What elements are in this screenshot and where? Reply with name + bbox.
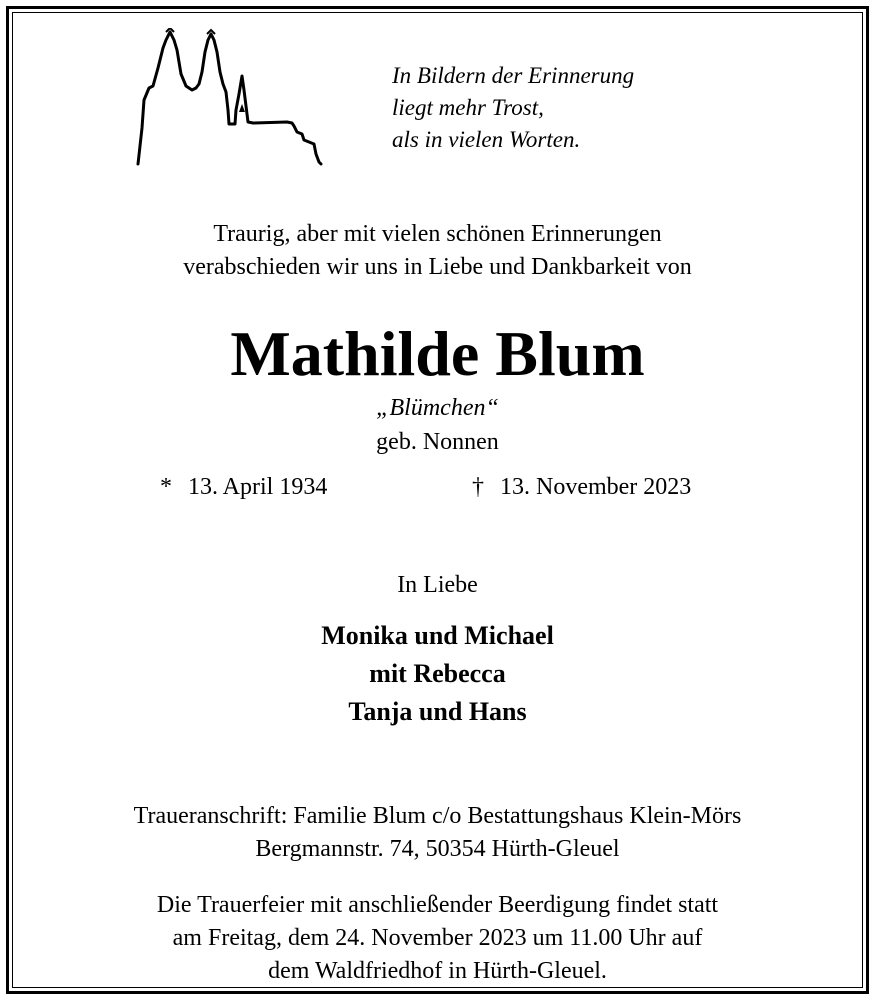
- intro-line: Traurig, aber mit vielen schönen Erinnerungen: [213, 221, 662, 247]
- address-line: Traueranschrift: Familie Blum c/o Bestattungshaus Klein-Mörs: [133, 803, 742, 829]
- death-date: 13. November 2023: [500, 474, 692, 500]
- death-date-row: [472, 472, 691, 502]
- cologne-cathedral-skyline-icon: [132, 28, 332, 168]
- death-cross-icon: †: [472, 474, 484, 500]
- born-name: geb. Nonnen: [376, 429, 499, 455]
- mourner-line: Monika und Michael: [321, 621, 554, 650]
- birth-date: 13. April 1934: [188, 474, 328, 500]
- intro-text: [0, 218, 875, 284]
- quote-line: In Bildern der Erinnerung: [392, 63, 635, 88]
- ceremony-line: dem Waldfriedhof in Hürth-Gleuel.: [268, 958, 607, 984]
- quote-line: liegt mehr Trost,: [392, 95, 544, 120]
- quote: [392, 60, 634, 156]
- address-line: Bergmannstr. 74, 50354 Hürth-Gleuel: [255, 836, 620, 862]
- mourner-line: mit Rebecca: [369, 659, 506, 688]
- deceased-name: Mathilde Blum: [230, 318, 645, 389]
- quote-line: als in vielen Worten.: [392, 127, 581, 152]
- mourning-address: [0, 800, 875, 866]
- birth-star-icon: *: [160, 474, 172, 500]
- ceremony-info: [0, 889, 875, 988]
- mourners-list: [0, 617, 875, 731]
- nickname: „Blümchen“: [376, 395, 499, 421]
- mourner-line: Tanja und Hans: [348, 697, 527, 726]
- ceremony-line: am Freitag, dem 24. November 2023 um 11.00 Uhr auf: [172, 925, 703, 951]
- birth-date-row: [160, 472, 327, 502]
- intro-line: verabschieden wir uns in Liebe und Dankbarkeit von: [183, 254, 692, 280]
- mourners-heading: In Liebe: [397, 572, 478, 598]
- ceremony-line: Die Trauerfeier mit anschließender Beerdigung findet statt: [156, 892, 719, 918]
